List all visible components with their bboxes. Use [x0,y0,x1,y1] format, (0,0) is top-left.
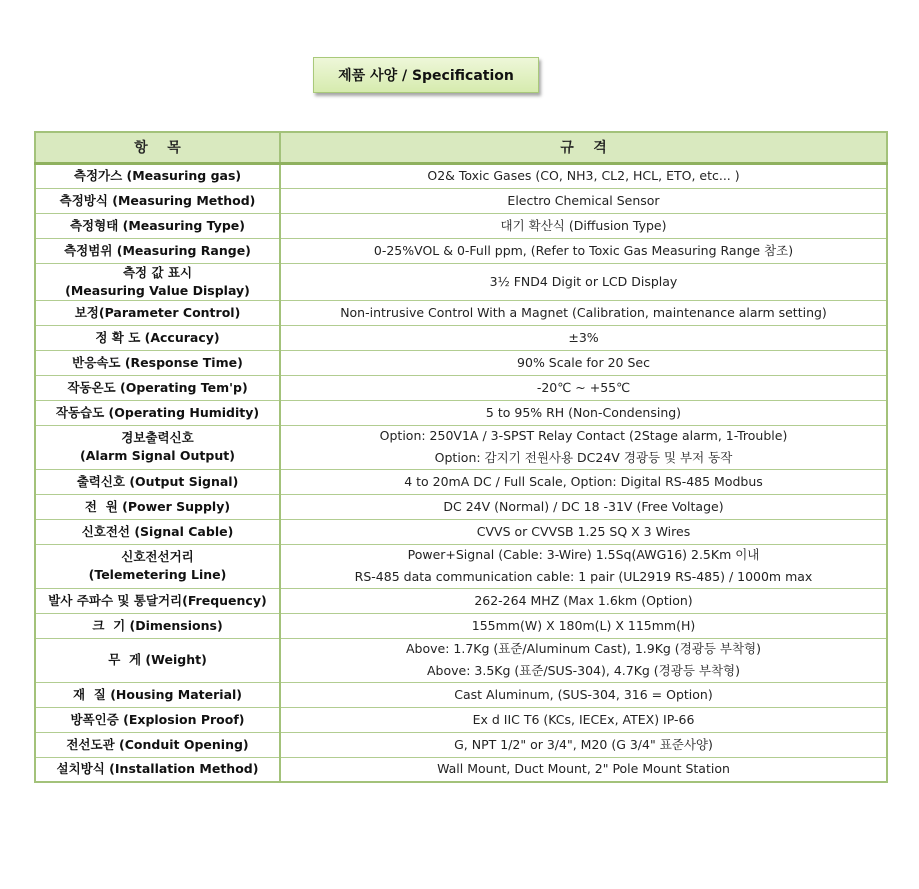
spec-label-line: 방폭인증 (Explosion Proof) [70,711,245,727]
table-row [35,400,887,425]
spec-value-line: 4 to 20mA DC / Full Scale, Option: Digital RS-485 Modbus [404,473,763,489]
spec-value-line: 262-264 MHZ (Max 1.6km (Option) [474,592,693,608]
table-row [35,682,887,707]
table-row [35,588,887,613]
spec-value [280,163,887,188]
spec-label [35,588,280,613]
spec-label [35,325,280,350]
spec-value [280,263,887,300]
spec-label [35,469,280,494]
spec-label [35,400,280,425]
table-row [35,469,887,494]
spec-value [280,300,887,325]
spec-value [280,325,887,350]
spec-label-line: 측정 값 표시 [122,264,193,280]
spec-value-line: Cast Aluminum, (SUS-304, 316 = Option) [454,686,713,702]
spec-label-line: 무 게 (Weight) [108,652,207,667]
spec-value-line: 0-25%VOL & 0-Full ppm, (Refer to Toxic Gas Measuring Range 참조) [373,242,794,258]
spec-value-line: 대기 확산식 (Diffusion Type) [500,217,667,233]
spec-value [280,213,887,238]
table-row [35,613,887,638]
header-item: 항 목 [35,132,280,163]
spec-label-line: 재 질 (Housing Material) [73,686,242,702]
spec-value-line: Wall Mount, Duct Mount, 2" Pole Mount Station [437,761,730,777]
spec-label-line: 설치방식 (Installation Method) [56,761,259,777]
table-row [35,325,887,350]
spec-value-line: 155mm(W) X 180m(L) X 115mm(H) [471,617,696,633]
spec-value-line: Option: 250V1A / 3-SPST Relay Contact (2Stage alarm, 1-Trouble) [379,428,788,443]
table-row [35,350,887,375]
spec-value [280,544,887,588]
spec-value-line: CVVS or CVVSB 1.25 SQ X 3 Wires [476,523,691,539]
table-row [35,519,887,544]
spec-label-line: 전 원 (Power Supply) [84,498,231,514]
spec-value [280,638,887,682]
spec-value-line: Non-intrusive Control With a Magnet (Calibration, maintenance alarm setting) [340,304,827,320]
spec-label-line: 신호전선 (Signal Cable) [81,523,234,539]
spec-value-line: Power+Signal (Cable: 3-Wire) 1.5Sq(AWG16) 2.5Km 이내 [407,547,760,562]
spec-value-line: 90% Scale for 20 Sec [517,354,650,370]
spec-value-line: Above: 1.7Kg (표준/Aluminum Cast), 1.9Kg (경광등 부착형) [405,641,761,656]
spec-table [34,131,888,783]
spec-label [35,375,280,400]
spec-label-line: 크 기 (Dimensions) [92,617,223,633]
spec-label [35,425,280,469]
spec-value-line: RS-485 data communication cable: 1 pair (UL2919 RS-485) / 1000m max [354,569,813,584]
spec-label [35,613,280,638]
spec-label-line: 반응속도 (Response Time) [72,354,243,370]
spec-label-line: 작동온도 (Operating Tem'p) [67,379,248,395]
table-row [35,494,887,519]
spec-value-line: Option: 감지기 전원사용 DC24V 경광등 및 부저 동작 [434,450,733,465]
spec-label-line: 작동습도 (Operating Humidity) [55,404,260,420]
spec-label [35,213,280,238]
table-row [35,375,887,400]
spec-label [35,163,280,188]
spec-label [35,638,280,682]
spec-value [280,375,887,400]
table-row [35,732,887,757]
spec-label-line: 측정형태 (Measuring Type) [69,217,246,233]
spec-label-line: 측정범위 (Measuring Range) [64,242,251,258]
table-row [35,425,887,469]
spec-label-line: 발사 주파수 및 통달거리(Frequency) [48,592,267,608]
header-spec: 규 격 [280,132,887,163]
spec-label-line: (Measuring Value Display) [65,282,250,298]
spec-value [280,588,887,613]
spec-label-line: 출력신호 (Output Signal) [76,473,239,489]
spec-value-line: 5 to 95% RH (Non-Condensing) [485,404,682,420]
table-row [35,544,887,588]
spec-value-line: ±3% [568,329,599,345]
table-row [35,638,887,682]
spec-label [35,544,280,588]
table-row [35,757,887,782]
table-row [35,263,887,300]
table-row [35,188,887,213]
spec-value [280,425,887,469]
spec-value [280,238,887,263]
table-row [35,707,887,732]
spec-value [280,682,887,707]
spec-value-line: Electro Chemical Sensor [507,192,660,208]
spec-value [280,188,887,213]
table-row [35,300,887,325]
table-row [35,213,887,238]
spec-label-line: 보정(Parameter Control) [74,304,241,320]
table-header-row [35,132,887,163]
spec-value [280,732,887,757]
spec-value [280,350,887,375]
spec-label [35,682,280,707]
spec-label-line: 정 확 도 (Accuracy) [95,329,220,345]
spec-value [280,757,887,782]
spec-label-line: (Alarm Signal Output) [80,448,235,463]
spec-value [280,613,887,638]
spec-value-line: G, NPT 1/2" or 3/4", M20 (G 3/4" 표준사양) [454,736,713,752]
spec-label-line: (Telemetering Line) [88,567,227,582]
spec-label [35,494,280,519]
spec-label [35,238,280,263]
spec-label-line: 측정가스 (Measuring gas) [73,168,242,183]
spec-value-line: O2& Toxic Gases (CO, NH3, CL2, HCL, ETO, etc... ) [427,168,740,183]
spec-body [35,163,887,782]
spec-label [35,300,280,325]
page-title: 제품 사양 / Specification [313,57,539,93]
spec-value [280,494,887,519]
spec-label-line: 경보출력신호 [121,430,194,445]
spec-label [35,732,280,757]
spec-value [280,519,887,544]
table-row [35,163,887,188]
table-row [35,238,887,263]
spec-label [35,707,280,732]
spec-label [35,188,280,213]
spec-value-line: Ex d IIC T6 (KCs, IECEx, ATEX) IP-66 [472,711,695,727]
spec-label [35,350,280,375]
spec-value [280,400,887,425]
spec-label-line: 측정방식 (Measuring Method) [59,192,256,208]
spec-value-line: Above: 3.5Kg (표준/SUS-304), 4.7Kg (경광등 부착형) [426,663,740,678]
spec-label [35,757,280,782]
spec-label-line: 전선도관 (Conduit Opening) [66,736,249,752]
spec-value [280,707,887,732]
spec-value-line: DC 24V (Normal) / DC 18 -31V (Free Voltage) [443,498,724,514]
spec-label-line: 신호전선거리 [121,549,194,564]
spec-label [35,519,280,544]
spec-value [280,469,887,494]
spec-value-line: 3½ FND4 Digit or LCD Display [489,273,678,289]
spec-value-line: -20℃ ~ +55℃ [536,379,631,395]
spec-label [35,263,280,300]
